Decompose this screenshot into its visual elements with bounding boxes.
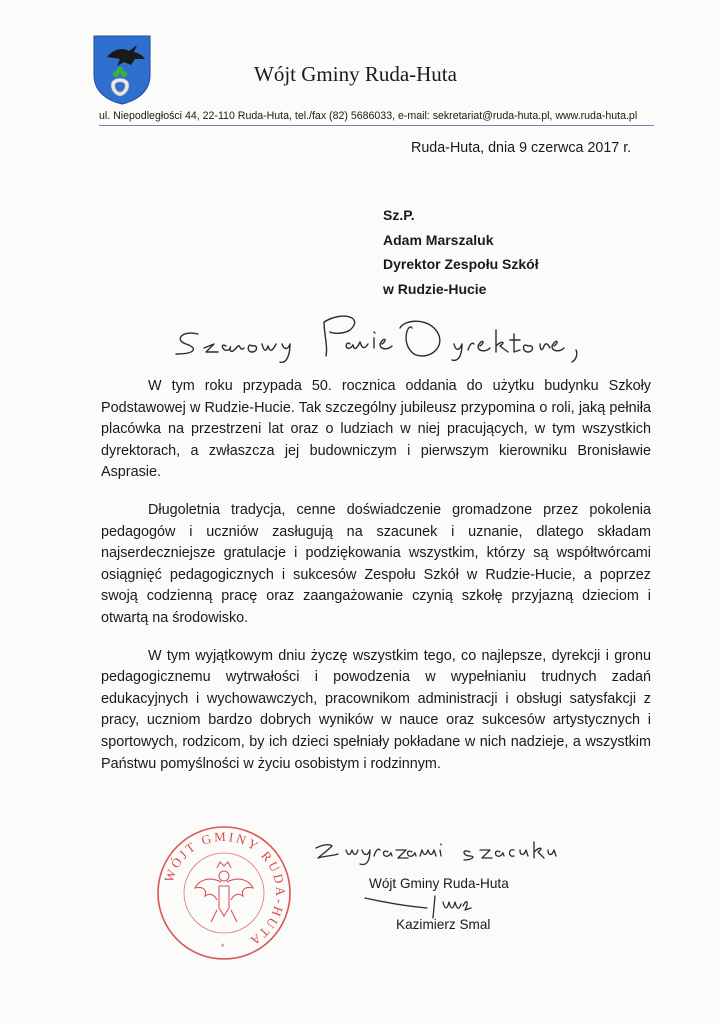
handwritten-closing xyxy=(312,834,572,870)
addressee-location: w Rudzie-Hucie xyxy=(383,280,487,297)
letter-body xyxy=(101,376,651,791)
official-seal-stamp xyxy=(155,824,293,962)
letterhead-title: Wójt Gminy Ruda-Huta xyxy=(254,62,457,86)
signatory-name: Kazimierz Smal xyxy=(396,917,491,932)
paragraph: W tym wyjątkowym dniu życzę wszystkim tego, co najlepsze, dyrekcji i gronu pedagogicznemu wytrwałości i powodzenia w wypełnianiu trudnych zadań edukacyjnych i wychowawczych, pracownikom administracji i obsługi satysfakcji z pracy, uczniom bardzo dobrych wyników w nauce oraz sukcesów artystycznych i sportowych, rodzicom, by ich dzieci spełniały pokładane w nich nadzieje, a wszystkim Państwu pomyślności w życiu osobistym i rodzinnym. xyxy=(101,647,651,772)
addressee-line: Sz.P. xyxy=(383,207,415,223)
handwritten-salutation xyxy=(168,304,588,368)
paragraph: W tym roku przypada 50. rocznica oddania do użytku budynku Szkoły Podstawowej w Rudzie-Hucie. Tak szczególny jubileusz przypomina o roli, jaką pełniła placówka na przestrzeni lat oraz o ludziach w niej pracujących, w tym wszystkich dyrektorach, a zwłaszcza jej budowniczym i pierwszym kierowniku Bronisławie Asprasie. xyxy=(101,378,651,481)
letterhead-divider xyxy=(99,125,654,126)
svg-text:*: * xyxy=(221,942,225,952)
municipal-crest-icon xyxy=(93,35,151,105)
addressee-position: Dyrektor Zespołu Szkół xyxy=(383,256,539,272)
addressee-name: Adam Marszaluk xyxy=(383,231,494,248)
letter-date: Ruda-Huta, dnia 9 czerwca 2017 r. xyxy=(411,140,632,156)
addressee-block xyxy=(383,203,539,301)
svg-text:WÓJT GMINY RUDA-HUTA: WÓJT GMINY RUDA-HUTA xyxy=(161,828,289,950)
paragraph: Długoletnia tradycja, cenne doświadczenie gromadzone przez pokolenia pedagogów i uczniów zasługują na szacunek i uznanie, dlatego składam najserdeczniejsze gratulacje i podziękowania wszystkim, którzy są współtwórcami osiągnięć pedagogicznych i sukcesów Zespołu Szkół w Rudzie-Hucie, a poprzez swoją codzienną pracę oraz zaangażowanie czynią szkołę przyjazną dzieciom i otwartą na środowisko. xyxy=(101,501,651,626)
letterhead-address: ul. Niepodległości 44, 22-110 Ruda-Huta, tel./fax (82) 5686033, e-mail: sekretariat@ruda-huta.pl, www.ruda-huta.pl xyxy=(99,110,638,122)
signatory-office: Wójt Gminy Ruda-Huta xyxy=(369,876,509,891)
